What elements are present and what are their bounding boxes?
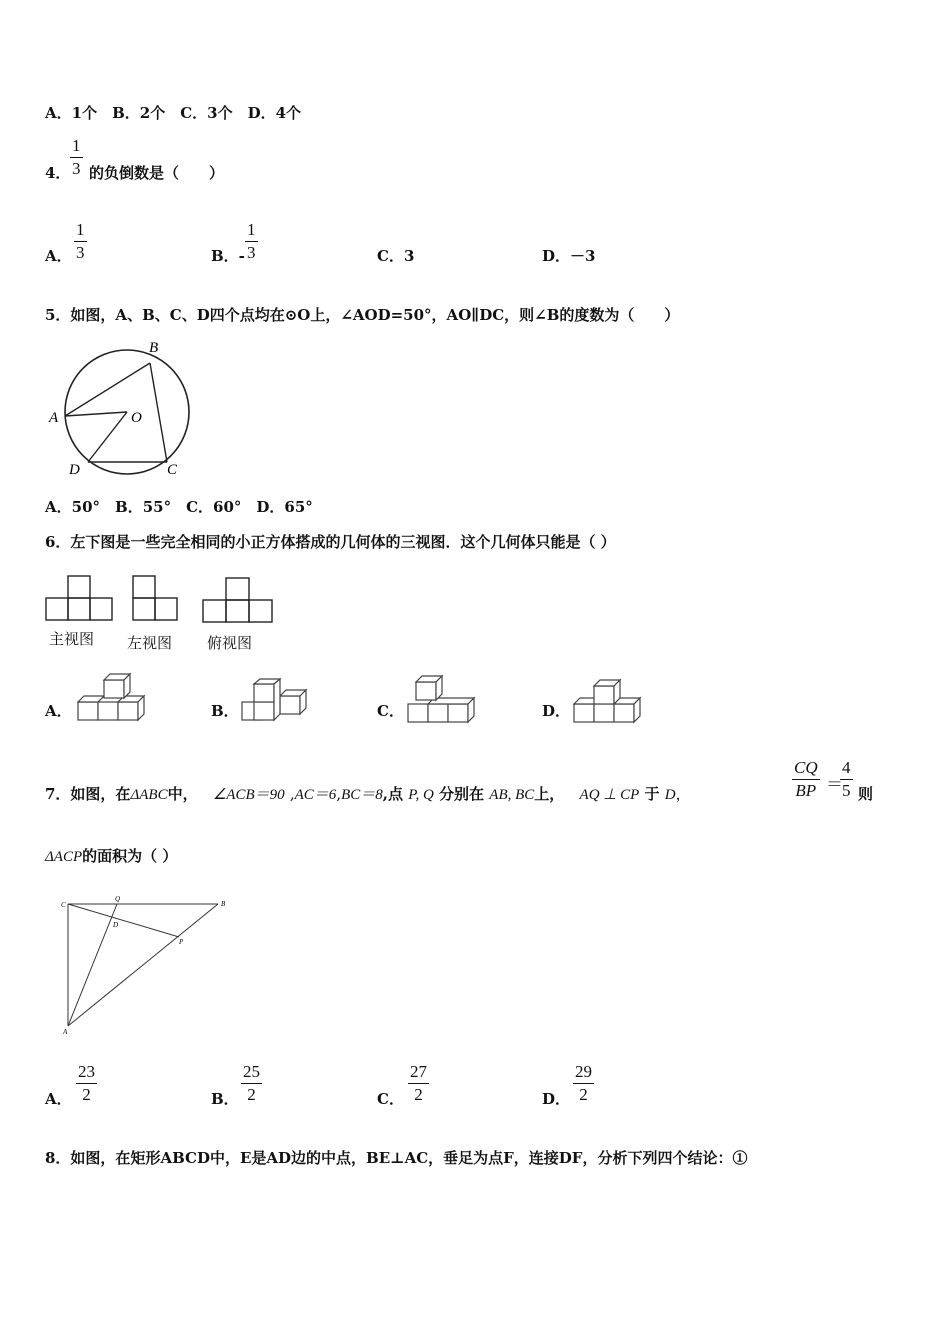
q7-pq: P, Q: [408, 787, 434, 803]
q7-on: 上，: [534, 785, 565, 803]
q7-label-d: D: [113, 921, 119, 929]
q6-option-d-label: D．: [542, 702, 571, 720]
q6-option-c-label: C．: [377, 702, 404, 720]
q7-segment-ab: [68, 904, 218, 1026]
q6-front-view-label: 主视图: [49, 630, 95, 648]
q7-option-d-label: D．: [542, 1090, 571, 1108]
q7-option-c-fraction: [408, 1062, 429, 1105]
q5-label-b: B: [149, 340, 159, 356]
q5-circle-figure: [45, 336, 195, 481]
q4-option-b-fraction: [245, 220, 258, 263]
q6-top-view: [202, 576, 276, 624]
q6-option-d-solid: [572, 674, 646, 726]
q4-option-b-num: 1: [245, 220, 258, 242]
q6-stem: 6．左下图是一些完全相同的小正方体搭成的几何体的三视图．这个几何体只能是（ ）: [45, 533, 616, 551]
q6-option-a-solid: [76, 672, 148, 726]
q4-option-a-fraction: [74, 220, 87, 263]
q7-value-fraction: [840, 758, 853, 801]
q7-option-d-fraction: [573, 1062, 594, 1105]
q5-stem: 5．如图，A、B、C、D四个点均在⊙O上，∠AOD=50°，AO∥DC，则∠B的度数为（ ）: [45, 306, 680, 324]
q4-fraction-den: 3: [72, 159, 81, 178]
q7-label-q: Q: [115, 895, 121, 903]
q7-segment-cp: [68, 904, 179, 937]
q7-option-c-den: 2: [414, 1085, 423, 1104]
q7-option-a-den: 2: [82, 1085, 91, 1104]
q3-options: A．1个 B．2个 C．3个 D．4个: [45, 104, 302, 122]
q7-angle: ∠ACB＝90: [212, 787, 285, 803]
q7-ratio-num: CQ: [792, 758, 820, 780]
q7-area-triangle: ΔACP: [45, 849, 83, 865]
q4-option-d: D．－3: [542, 247, 596, 265]
q7-option-c-num: 27: [408, 1062, 429, 1084]
q4-option-a-label: A．: [45, 247, 72, 265]
q5-label-c: C: [167, 462, 178, 478]
q4-option-c: C．3: [377, 247, 415, 265]
q7-option-a-label: A．: [45, 1090, 72, 1108]
q7-option-a-fraction: [76, 1062, 97, 1105]
q7-then: 则: [858, 785, 874, 803]
q5-label-a: A: [49, 410, 59, 426]
q4-option-b-label: B．-: [211, 247, 245, 265]
q5-segment-ao: [65, 412, 127, 416]
q6-left-view: [132, 574, 182, 622]
q7-option-b-fraction: [241, 1062, 262, 1105]
q4-fraction: [70, 136, 83, 179]
q7-sides: AB, BC: [489, 787, 535, 803]
q5-segment-ab: [65, 363, 150, 416]
q7-option-a-num: 23: [76, 1062, 97, 1084]
q7-equals: ＝: [826, 775, 843, 795]
q7-option-d-den: 2: [579, 1085, 588, 1104]
q4-option-a-num: 1: [74, 220, 87, 242]
q7-value-num: 4: [840, 758, 853, 780]
q5-segment-od: [88, 412, 127, 462]
q5-label-o: O: [131, 410, 142, 426]
q7-ac: AC＝6: [294, 787, 337, 803]
q7-option-b-label: B．: [211, 1090, 239, 1108]
q6-option-b-solid: [240, 678, 312, 726]
q7-option-c-label: C．: [377, 1090, 404, 1108]
q5-label-d: D: [69, 462, 80, 478]
q4-number: 4．: [45, 164, 71, 182]
q7-label-a: A: [63, 1028, 68, 1036]
q4-stem: 的负倒数是（ ）: [89, 164, 225, 182]
q7-label-c: C: [61, 901, 66, 909]
q8-stem: 8．如图，在矩形ABCD中，E是AD边的中点，BE⊥AC，垂足为点F，连接DF，分析下列四个结论：①: [45, 1149, 748, 1167]
q4-option-b-den: 3: [247, 243, 256, 262]
q6-option-b-label: B．: [211, 702, 239, 720]
q7-triangle-figure: [55, 894, 235, 1036]
q7-triangle: ΔABC: [130, 787, 168, 803]
q6-top-view-label: 俯视图: [207, 634, 253, 652]
q4-option-a-den: 3: [76, 243, 85, 262]
q7-option-d-num: 29: [573, 1062, 594, 1084]
q5-segment-bc: [150, 363, 167, 462]
q7-option-b-den: 2: [247, 1085, 256, 1104]
q7-in: 中，: [167, 785, 198, 803]
q7-ratio-den: BP: [795, 781, 817, 800]
q7-d: D: [664, 787, 676, 803]
q7-on-sides: 分别在: [439, 785, 485, 803]
q6-option-a-label: A．: [45, 702, 72, 720]
q7-at: 于: [644, 785, 660, 803]
q7-area-text: 的面积为（ ）: [82, 847, 178, 865]
q7-prefix: 7．如图，在: [45, 785, 131, 803]
q7-value-den: 5: [842, 781, 851, 800]
q6-option-c-solid: [406, 674, 480, 726]
q7-ratio-fraction: [792, 758, 820, 801]
q7-option-b-num: 25: [241, 1062, 262, 1084]
q4-fraction-num: 1: [70, 136, 83, 158]
q7-label-p: P: [179, 938, 184, 946]
q7-stem-line2: [45, 845, 177, 866]
q7-stem-line1: 7．如图，在ΔABC中， ∠ACB＝90 ,AC＝6,BC＝8,点 P, Q 分别在 AB, BC上， AQ ⊥ CP 于 D，: [45, 785, 691, 803]
q7-bc: BC＝8: [341, 787, 383, 803]
q6-front-view: [45, 574, 117, 622]
q7-point-word: ,点: [382, 785, 403, 803]
q7-label-b: B: [221, 900, 226, 908]
q6-left-view-label: 左视图: [127, 634, 173, 652]
q7-perp: AQ ⊥ CP: [579, 787, 640, 803]
q7-segment-aq: [68, 904, 117, 1026]
q5-options: A．50° B．55° C．60° D．65°: [45, 498, 313, 516]
